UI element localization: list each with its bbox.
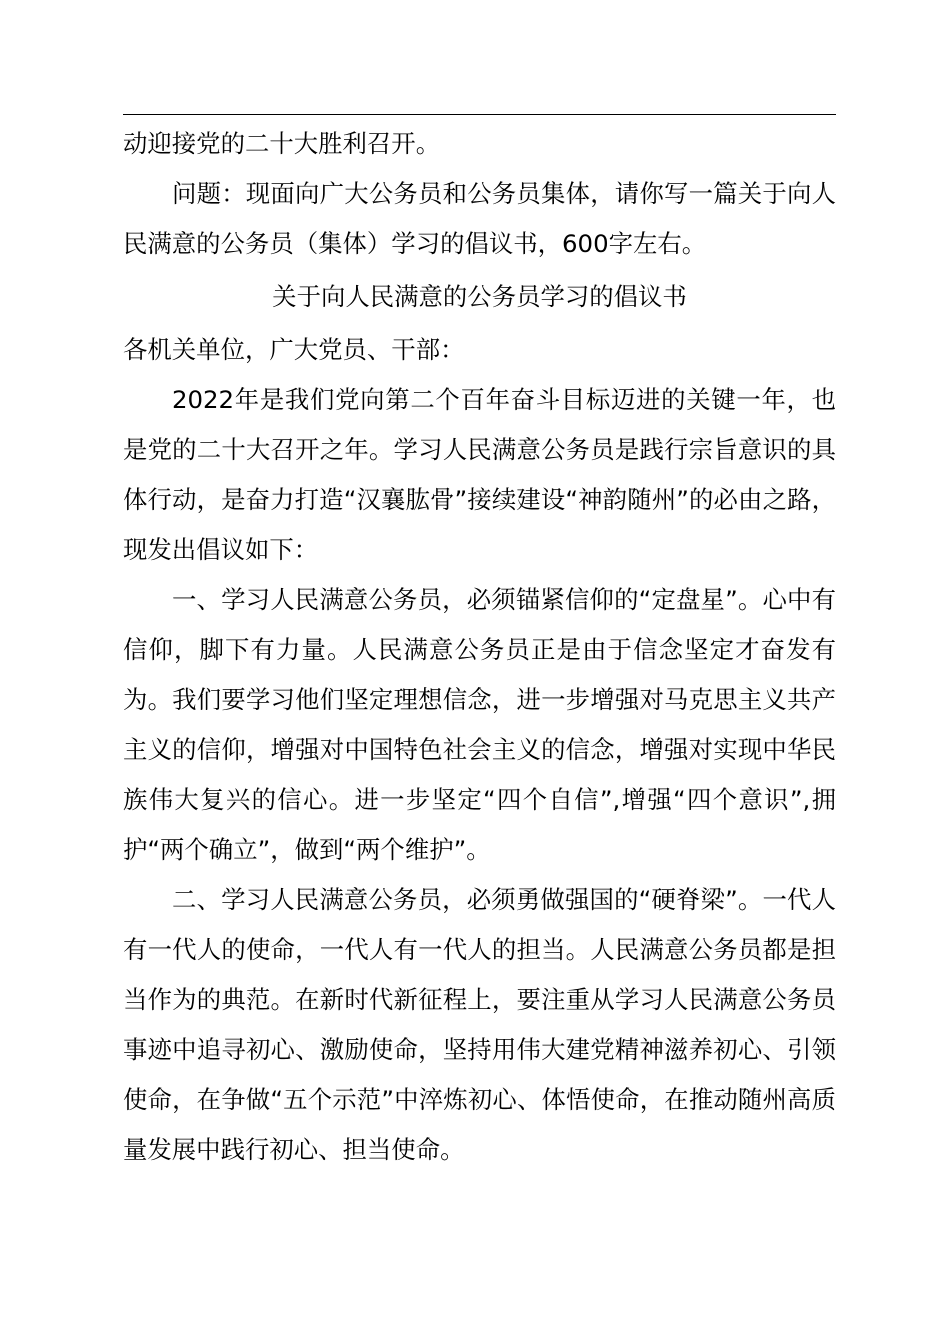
question-paragraph: 问题：现面向广大公务员和公务员集体，请你写一篇关于向人民满意的公务员（集体）学习的倡议书，600字左右。 — [123, 179, 836, 258]
document-body — [123, 119, 836, 1175]
intro-paragraph: 2022年是我们党向第二个百年奋斗目标迈进的关键一年，也是党的二十大召开之年。学习人民满意公务员是践行宗旨意识的具体行动，是奋力打造“汉襄肱骨”接续建设“神韵随州”的必由之路，现发出倡议如下： — [123, 385, 836, 564]
document-title: 关于向人民满意的公务员学习的倡议书 — [272, 282, 687, 311]
point-one-paragraph: 一、学习人民满意公务员，必须锚紧信仰的“定盘星”。心中有信仰，脚下有力量。人民满意公务员正是由于信念坚定才奋发有为。我们要学习他们坚定理想信念，进一步增强对马克思主义共产主义的信仰，增强对中国特色社会主义的信念，增强对实现中华民族伟大复兴的信心。进一步坚定“四个自信”,增强“四个意识”,拥护“两个确立”，做到“两个维护”。 — [123, 585, 836, 864]
point-two-paragraph: 二、学习人民满意公务员，必须勇做强国的“硬脊梁”。一代人有一代人的使命，一代人有一代人的担当。人民满意公务员都是担当作为的典范。在新时代新征程上，要注重从学习人民满意公务员事迹中追寻初心、激励使命，坚持用伟大建党精神滋养初心、引领使命，在争做“五个示范”中淬炼初心、体悟使命，在推动随州高质量发展中践行初心、担当使命。 — [123, 885, 836, 1164]
header-rule — [123, 114, 836, 115]
salutation: 各机关单位，广大党员、干部： — [123, 335, 465, 364]
continuation-text: 动迎接党的二十大胜利召开。 — [123, 129, 441, 158]
